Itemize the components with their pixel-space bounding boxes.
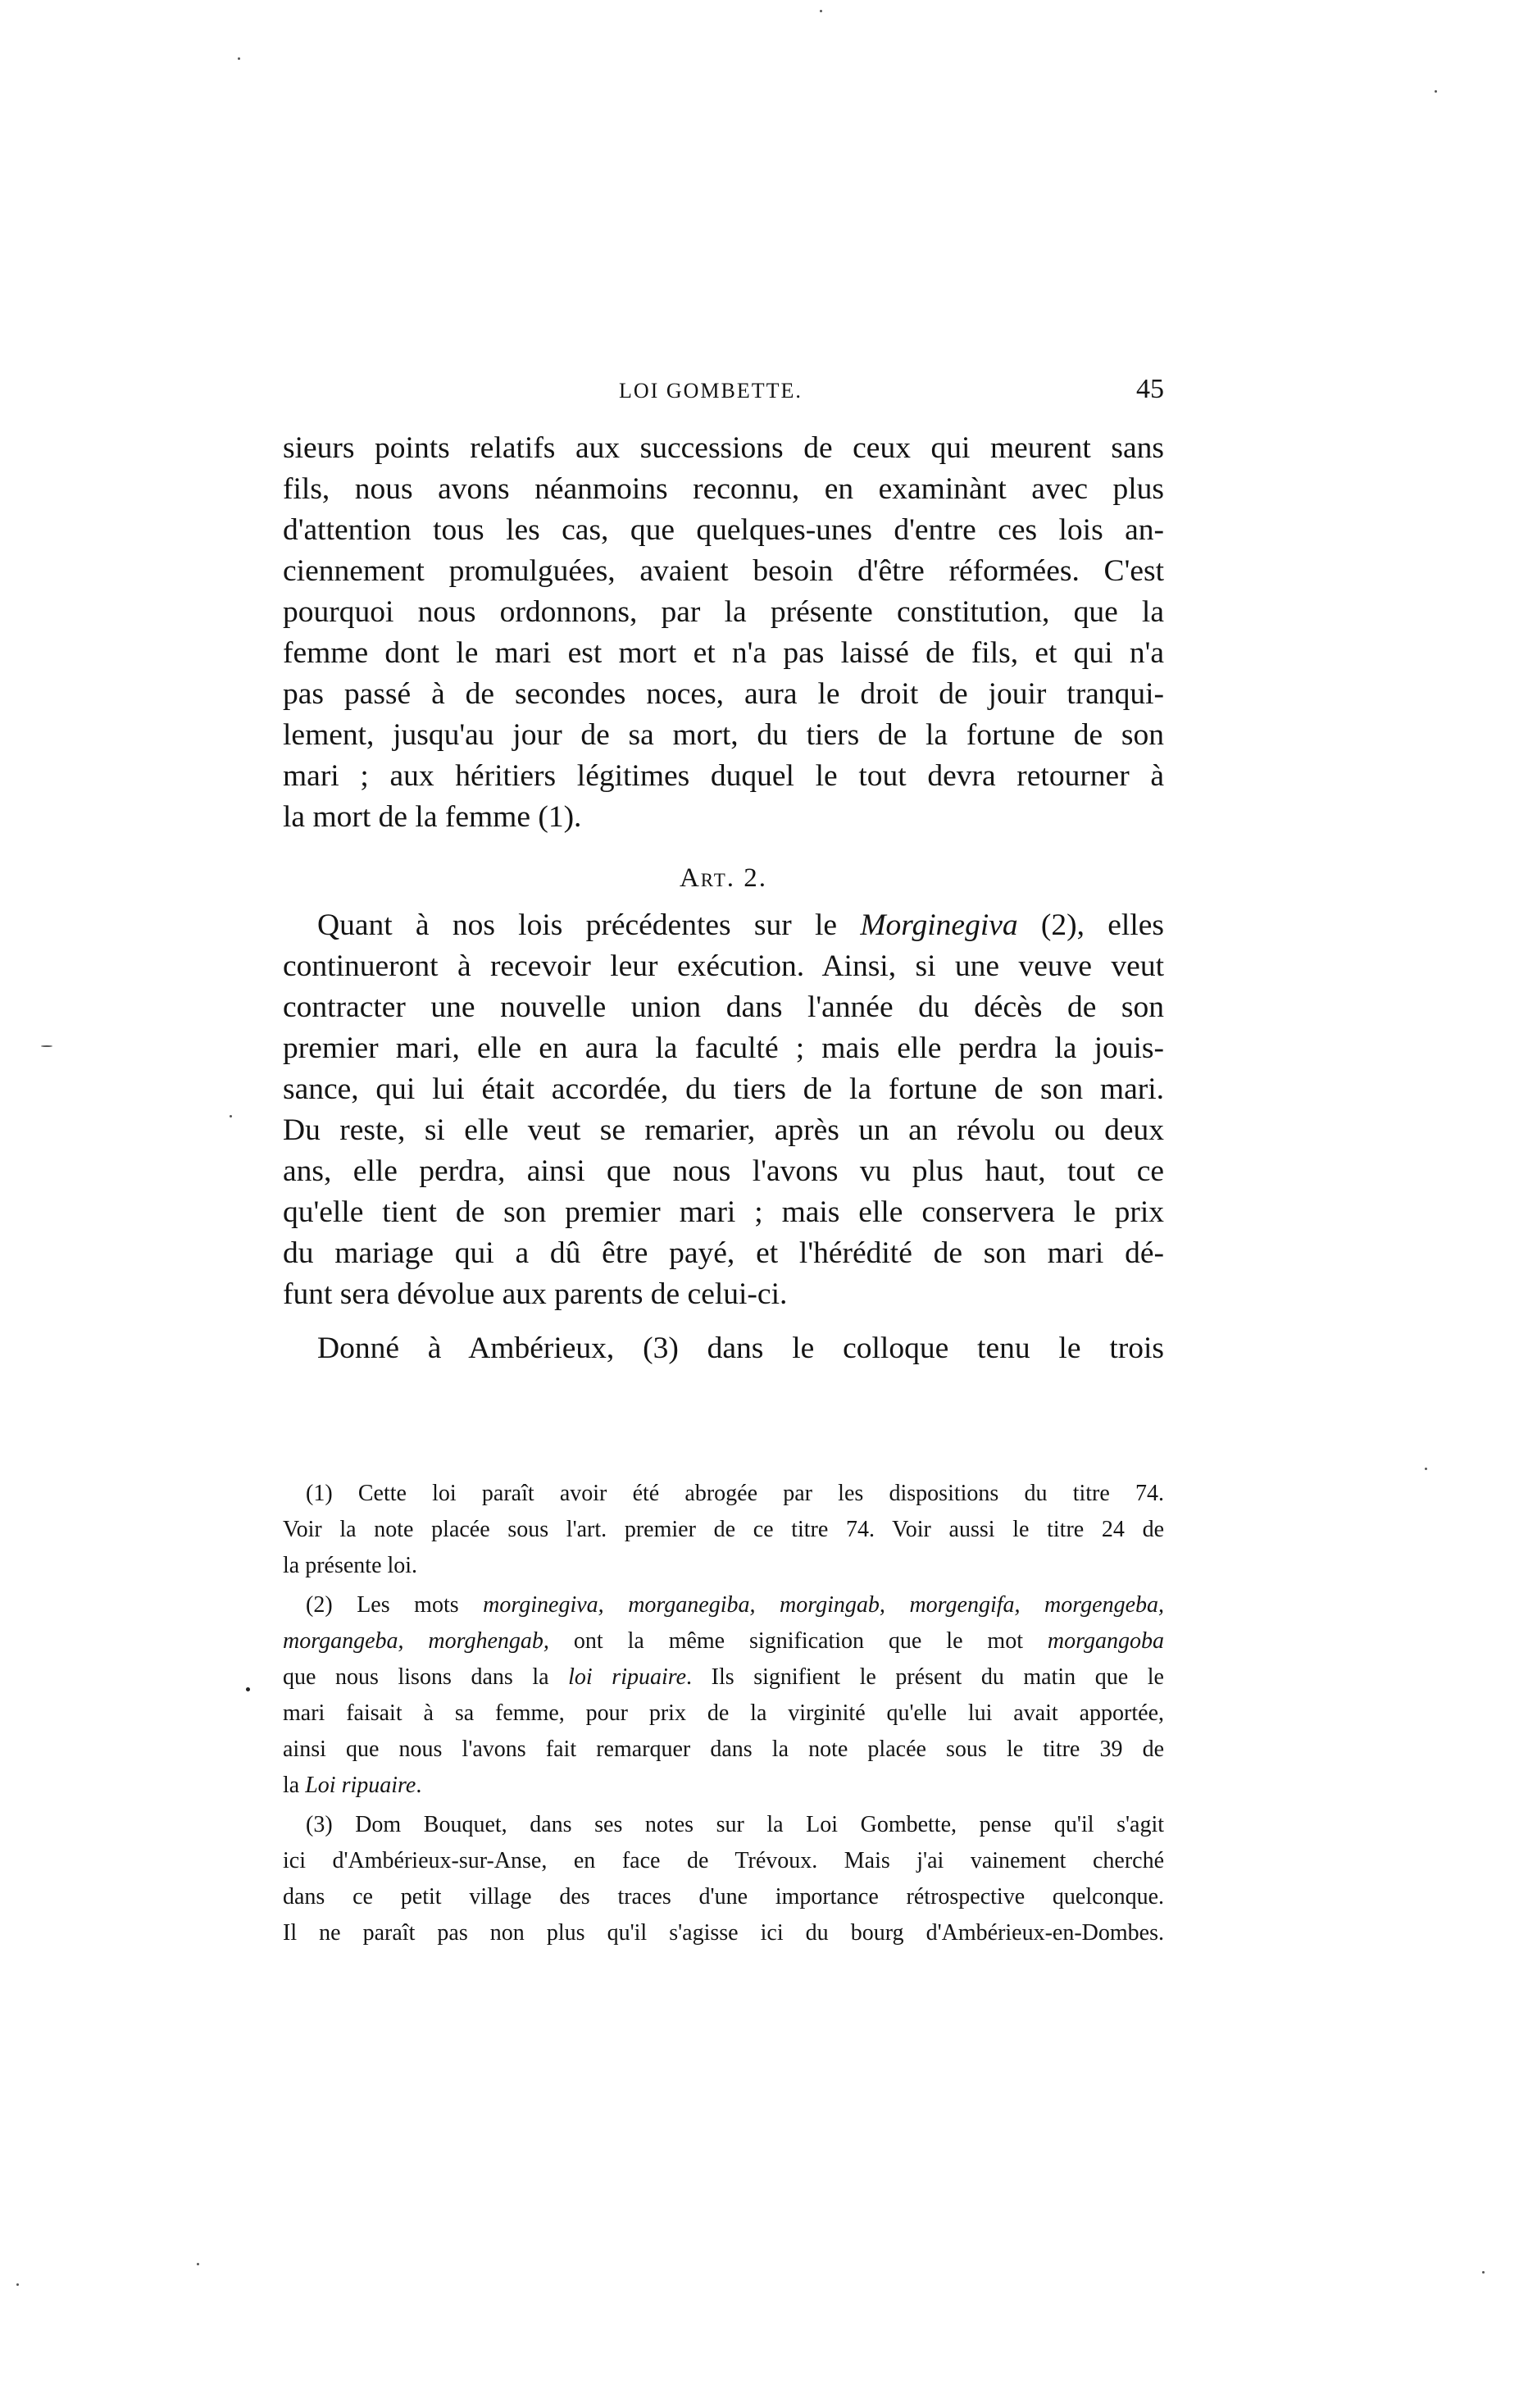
scan-speck [820,10,822,12]
text-run: (2), elles [1017,908,1164,942]
page-number: 45 [1136,374,1164,404]
footnote-line [283,1768,1164,1804]
text-line: sieurs points relatifs aux successions de ceux qui meurent sans [283,431,1164,465]
text-line: qu'elle tient de son premier mari ; mais elle conservera le prix [283,1195,1164,1229]
text-line: ciennement promulguées, avaient besoin d'être réformées. C'est [283,554,1164,588]
text-line: premier mari, elle en aura la faculté ; mais elle perdra la jouis- [283,1031,1164,1065]
footnote-line [283,1587,1164,1623]
running-head [283,374,1164,412]
text-run: . [416,1773,422,1798]
text-line: pas passé à de secondes noces, aura le droit de jouir tranqui- [283,677,1164,711]
italic-term: morgangoba [1047,1628,1164,1654]
text-run: . Ils signifient le présent du matin que le [686,1664,1164,1690]
article-heading: Art. 2. [679,863,768,893]
text-line: Donné à Ambérieux, (3) dans le colloque tenu le trois [317,1331,1164,1365]
text-line [283,905,1164,946]
italic-term: morginegiva, morganegiba, morgingab, morgengifa, morgengeba, [483,1592,1164,1618]
text-run: la [283,1773,306,1798]
footnote-line: dans ce petit village des traces d'une importance rétrospective quelconque. [283,1884,1164,1910]
text-line: femme dont le mari est mort et n'a pas laissé de fils, et qui n'a [283,636,1164,670]
footnote-line: la présente loi. [283,1553,418,1578]
footnote-line [283,1659,1164,1696]
text-line: contracter une nouvelle union dans l'année du décès de son [283,990,1164,1024]
scan-speck [1435,90,1437,93]
main-text [283,428,1164,1369]
text-line: mari ; aux héritiers légitimes duquel le tout devra retourner à [283,759,1164,793]
text-run: que nous lisons dans la [283,1664,569,1690]
italic-term: Loi ripuaire [305,1773,416,1798]
text-run: (2) Les mots [306,1592,484,1618]
italic-term: morgangeba, morghengab, [283,1628,549,1654]
footnote-line: ici d'Ambérieux-sur-Anse, en face de Trévoux. Mais j'ai vainement cherché [283,1848,1164,1873]
text-line: du mariage qui a dû être payé, et l'hérédité de son mari dé- [283,1236,1164,1270]
text-line: funt sera dévolue aux parents de celui-ci. [283,1277,788,1311]
text-run: ont la même signification que le mot [548,1628,1048,1654]
scan-speck [41,1045,52,1047]
footnotes [283,1476,1164,1951]
text-line: ans, elle perdra, ainsi que nous l'avons vu plus haut, tout ce [283,1154,1164,1188]
scan-speck [1482,2271,1485,2274]
footnote-line: mari faisait à sa femme, pour prix de la virginité qu'elle lui avait apportée, [283,1700,1164,1726]
text-line: sance, qui lui était accordée, du tiers de la fortune de son mari. [283,1072,1164,1106]
footnote-line: Il ne paraît pas non plus qu'il s'agisse ici du bourg d'Ambérieux-en-Dombes. [283,1920,1164,1946]
scan-speck [16,2283,19,2286]
footnote-line [283,1623,1164,1659]
scan-speck [246,1687,250,1691]
spacer [283,1315,1164,1328]
text-line: Du reste, si elle veut se remarier, après un an révolu ou deux [283,1113,1164,1147]
scan-speck [230,1115,232,1118]
scan-speck [1425,1468,1427,1470]
footnote-line: ainsi que nous l'avons fait remarquer dans la note placée sous le titre 39 de [283,1737,1164,1762]
italic-term: loi ripuaire [568,1664,687,1690]
footnote-line: (1) Cette loi paraît avoir été abrogée par les dispositions du titre 74. [306,1481,1164,1506]
text-line: continueront à recevoir leur exécution. Ainsi, si une veuve veut [283,949,1164,983]
footnote-line: Voir la note placée sous l'art. premier de ce titre 74. Voir aussi le titre 24 de [283,1517,1164,1542]
italic-term: Morginegiva [860,908,1018,942]
scan-speck [238,57,240,60]
text-line: la mort de la femme (1). [283,800,582,834]
text-line: lement, jusqu'au jour de sa mort, du tiers de la fortune de son [283,718,1164,752]
footnote-line: (3) Dom Bouquet, dans ses notes sur la Loi Gombette, pense qu'il s'agit [306,1812,1164,1837]
spacer [283,838,1164,851]
text-line: pourquoi nous ordonnons, par la présente constitution, que la [283,595,1164,629]
text-line: d'attention tous les cas, que quelques-unes d'entre ces lois an- [283,513,1164,547]
running-title: LOI GOMBETTE. [619,379,803,403]
text-line: fils, nous avons néanmoins reconnu, en examinànt avec plus [283,472,1164,506]
text-run: Quant à nos lois précédentes sur le [317,908,861,942]
scan-speck [197,2263,199,2265]
